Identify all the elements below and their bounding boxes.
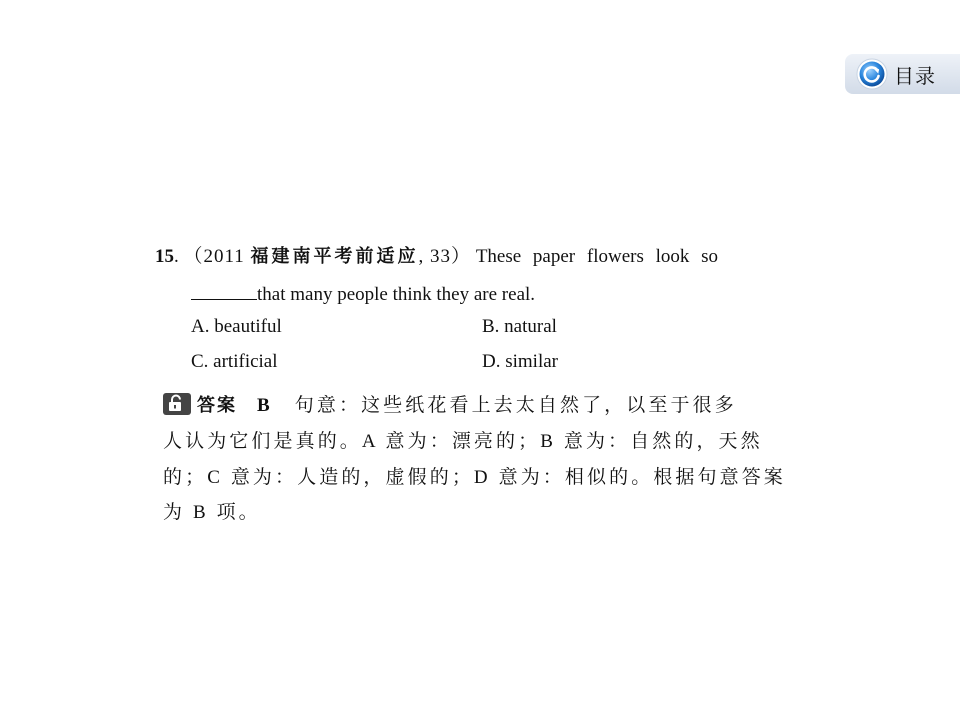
answer-text-3: 的；C 意为：人造的，虚假的；D 意为：相似的。根据句意答案 — [163, 467, 786, 488]
question-line-2 — [191, 281, 535, 307]
question-line-1: 15. （2011 福建南平考前适应, 33） These paper flowers look so — [155, 246, 719, 267]
answer-label: 答案 — [197, 395, 237, 416]
toc-label: 目录 — [894, 63, 936, 88]
question-stem-line-2: that many people think they are real. — [257, 284, 536, 305]
question-source: （2011 福建南平考前适应, 33） — [183, 246, 472, 267]
toc-button[interactable] — [845, 54, 960, 94]
answer-line-1 — [163, 393, 737, 418]
option-d: D. similar — [482, 351, 558, 372]
question-number: 15 — [155, 246, 174, 267]
answer-text-2: 人认为它们是真的。A 意为：漂亮的；B 意为：自然的，天然 — [163, 431, 763, 452]
answer-blank — [191, 281, 257, 300]
unlock-icon — [163, 393, 191, 415]
question-stem-line-1: These paper flowers look so — [475, 246, 719, 267]
option-a: A. beautiful — [191, 316, 282, 337]
option-b: B. natural — [482, 316, 557, 337]
answer-text-4: 为 B 项。 — [163, 502, 261, 523]
answer-letter: B — [257, 395, 273, 416]
option-c: C. artificial — [191, 351, 278, 372]
refresh-circle-icon — [856, 58, 888, 90]
answer-text-1: 句意：这些纸花看上去太自然了，以至于很多 — [294, 395, 737, 416]
